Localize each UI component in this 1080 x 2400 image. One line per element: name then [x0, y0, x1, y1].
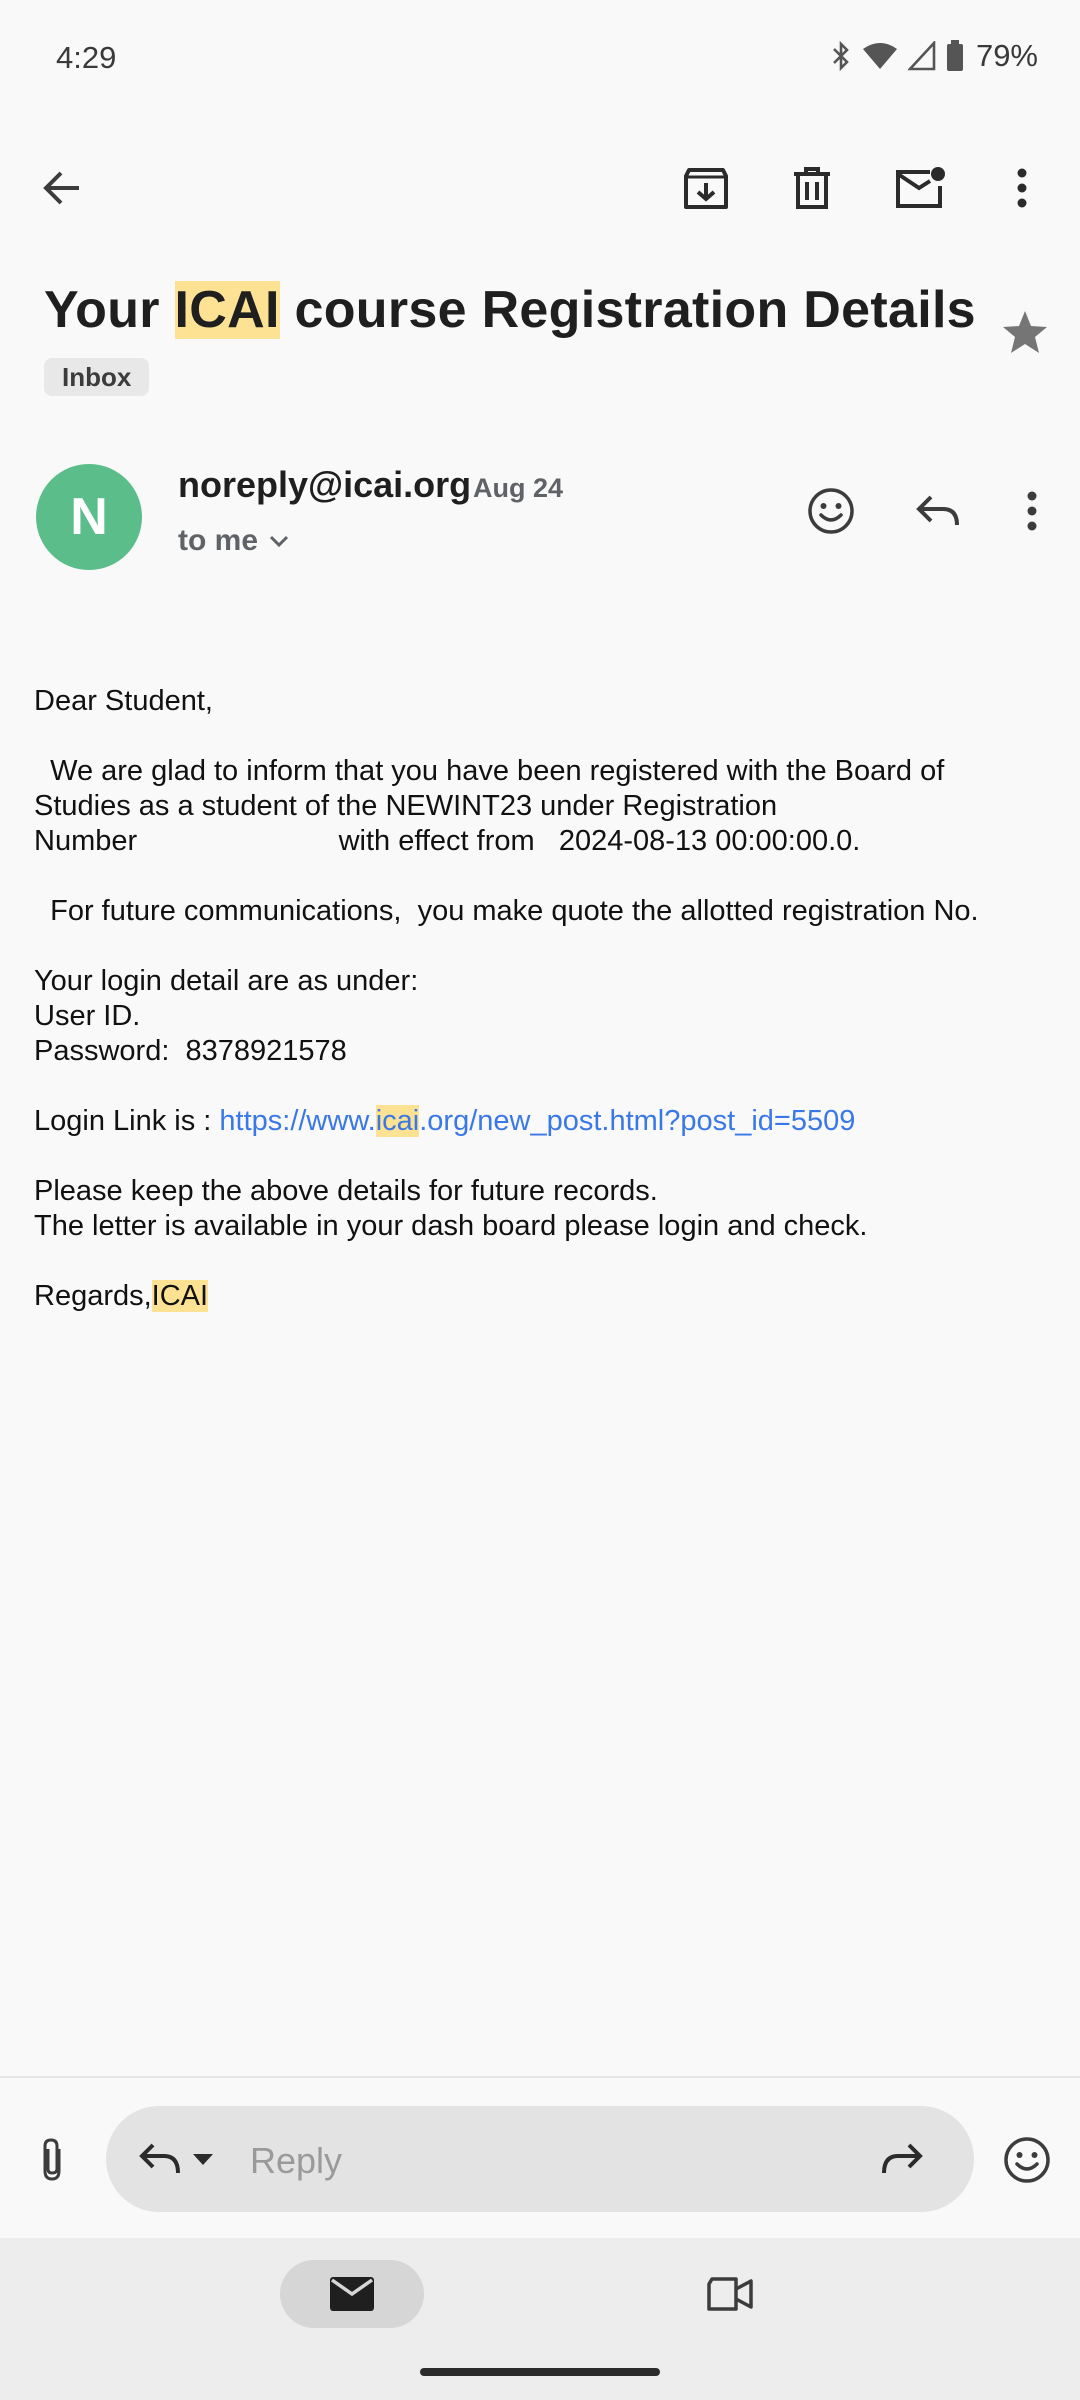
login-link-label: Login Link is : — [34, 1105, 220, 1137]
forward-button[interactable] — [872, 2134, 932, 2184]
attach-button[interactable] — [24, 2130, 80, 2190]
subject-prefix: Your — [44, 281, 175, 339]
recipient-text: to me — [178, 524, 259, 557]
login-link-line — [34, 1104, 1054, 1139]
body-line: Number with effect from 2024-08-13 00:00:00.0. — [34, 825, 861, 857]
back-arrow-icon — [41, 167, 83, 209]
bluetooth-icon — [830, 41, 852, 71]
page-title — [44, 268, 984, 352]
reply-icon — [915, 493, 961, 529]
recipient-details-toggle[interactable] — [178, 524, 290, 558]
reply-compose-bar[interactable] — [106, 2106, 974, 2212]
back-button[interactable] — [30, 156, 94, 220]
star-button[interactable] — [1002, 310, 1048, 359]
battery-level: 79% — [975, 38, 1038, 73]
mail-icon — [329, 2276, 375, 2312]
login-heading: Your login detail are as under: — [34, 965, 419, 997]
password-line: Password: 8378921578 — [34, 1035, 347, 1067]
body-line: For future communications, you make quote the allotted registration No. — [34, 895, 979, 927]
user-id-line: User ID. — [34, 1000, 141, 1032]
subject-suffix: course Registration Details — [279, 281, 976, 339]
emoji-icon — [1003, 2136, 1051, 2184]
reply-button[interactable] — [906, 480, 970, 542]
reply-mode-dropdown[interactable] — [136, 2136, 216, 2182]
regards-text: Regards, — [34, 1280, 152, 1312]
inbox-label-chip[interactable]: Inbox — [44, 358, 149, 396]
battery-icon — [946, 40, 964, 72]
signature — [34, 1279, 1054, 1314]
reply-icon — [138, 2142, 182, 2176]
message-more-button[interactable] — [1012, 480, 1052, 542]
more-options-icon — [1017, 168, 1027, 208]
more-options-button[interactable] — [1000, 154, 1044, 222]
mark-unread-icon — [894, 166, 946, 210]
body-line: Studies as a student of the NEWINT23 under Registration — [34, 790, 778, 822]
delete-icon — [792, 166, 832, 210]
regards-highlight: ICAI — [151, 1280, 209, 1312]
divider — [0, 2076, 1080, 2078]
chevron-down-icon — [268, 534, 290, 548]
video-camera-icon — [706, 2276, 754, 2312]
sender-address[interactable]: noreply@icai.org — [178, 464, 472, 505]
nav-mail-tab[interactable] — [280, 2260, 424, 2328]
top-app-bar — [0, 140, 1080, 236]
delete-button[interactable] — [778, 154, 846, 222]
email-subject — [44, 268, 984, 352]
status-time: 4:29 — [56, 40, 117, 75]
body-line: Please keep the above details for future records. — [34, 1175, 658, 1207]
home-indicator[interactable] — [420, 2368, 660, 2376]
email-date: Aug 24 — [473, 473, 564, 503]
nav-meet-tab[interactable] — [690, 2264, 770, 2324]
more-options-icon — [1027, 491, 1037, 531]
react-emoji-button[interactable] — [998, 2130, 1056, 2190]
subject-highlight: ICAI — [174, 281, 280, 339]
body-line: We are glad to inform that you have been registered with the Board of — [34, 755, 945, 787]
status-bar — [0, 0, 1080, 118]
email-body — [34, 684, 1054, 1314]
link-suffix: .org/new_post.html?post_id=5509 — [419, 1105, 856, 1137]
react-emoji-button[interactable] — [800, 480, 862, 542]
login-link[interactable] — [219, 1105, 855, 1137]
archive-button[interactable] — [672, 154, 740, 222]
greeting: Dear Student, — [34, 685, 213, 717]
mark-unread-button[interactable] — [884, 154, 956, 222]
reply-placeholder[interactable]: Reply — [250, 2140, 343, 2181]
status-icons — [830, 38, 1038, 74]
star-icon — [1002, 310, 1048, 354]
forward-icon — [880, 2142, 924, 2176]
paperclip-icon — [39, 2137, 65, 2183]
bottom-navigation — [0, 2238, 1080, 2400]
body-line: The letter is available in your dash board please login and check. — [34, 1210, 868, 1242]
avatar[interactable]: N — [36, 464, 142, 570]
link-highlight: icai — [375, 1105, 420, 1137]
archive-icon — [683, 166, 729, 210]
signal-icon — [908, 41, 936, 71]
caret-down-icon — [192, 2152, 214, 2166]
emoji-icon — [807, 487, 855, 535]
wifi-icon — [862, 41, 898, 71]
link-prefix: https://www. — [219, 1105, 376, 1137]
